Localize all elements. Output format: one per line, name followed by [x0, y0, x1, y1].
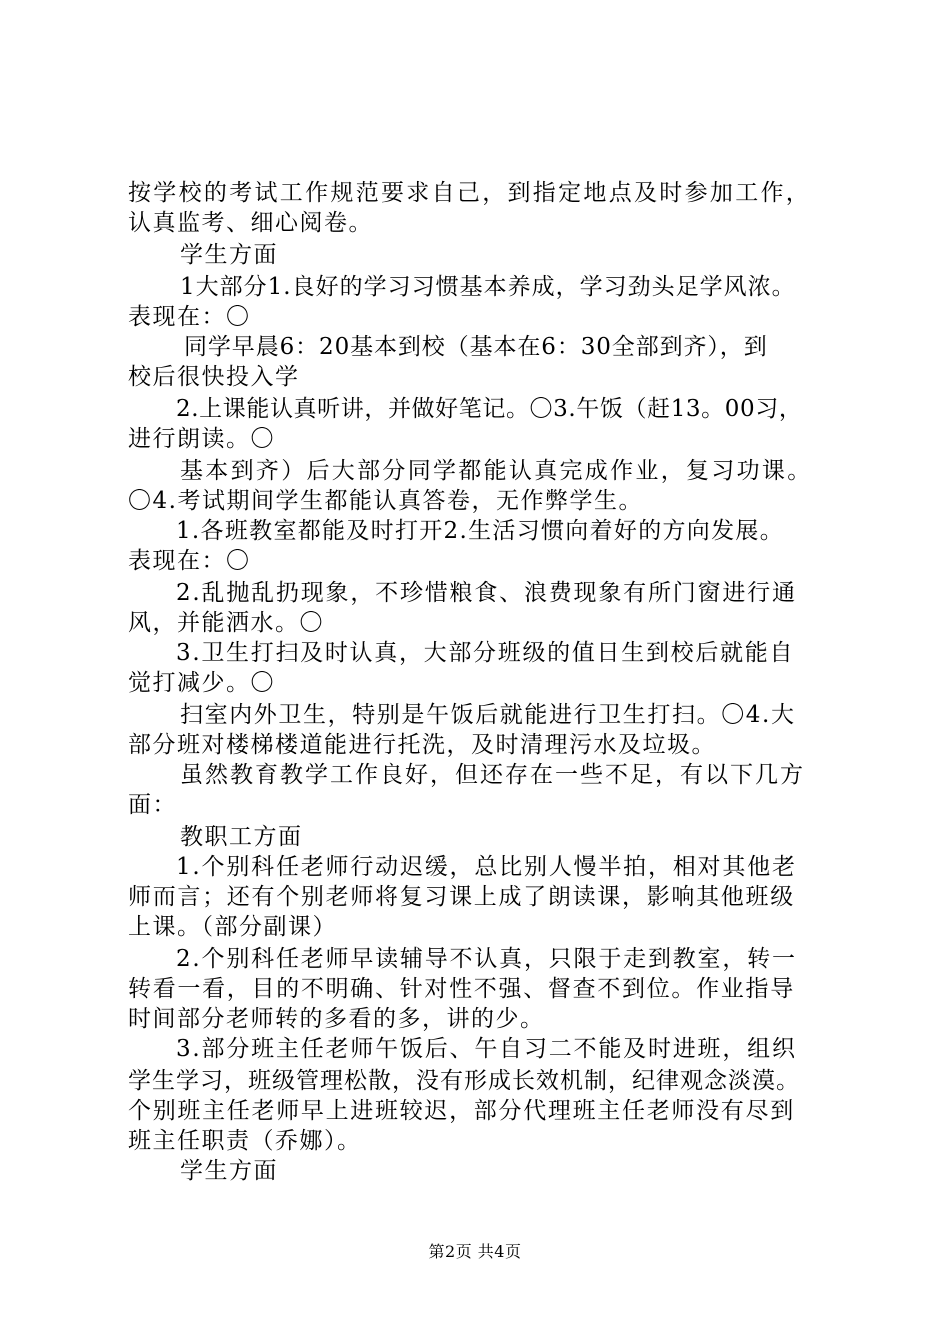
- text-line: 表现在：〇: [128, 304, 251, 330]
- text-line: 〇4.考试期间学生都能认真答卷，无作弊学生。: [128, 488, 643, 514]
- text-line: 扫室内外卫生，特别是午饭后就能进行卫生打扫。〇4.大: [180, 702, 796, 728]
- text-line: 1.个别科任老师行动迟缓，总比别人慢半拍，相对其他老: [176, 854, 797, 880]
- text-line: 进行朗读。〇: [128, 426, 275, 452]
- text-line: 上课。（部分副课）: [128, 914, 337, 940]
- text-line: 学生学习，班级管理松散，没有形成长效机制，纪律观念淡漠。: [128, 1068, 800, 1094]
- text-line: 1大部分1.良好的学习习惯基本养成，学习劲头足学风浓。: [180, 274, 796, 300]
- text-line: 按学校的考试工作规范要求自己，到指定地点及时参加工作，: [128, 180, 812, 206]
- text-line: 虽然教育教学工作良好，但还存在一些不足，有以下几方: [180, 762, 805, 788]
- section-heading: 学生方面: [180, 1158, 278, 1184]
- text-line: 2.上课能认真听讲，并做好笔记。〇3.午饭（赶13。00习，: [176, 396, 803, 422]
- text-line: 3.部分班主任老师午饭后、午自习二不能及时进班，组织: [176, 1036, 797, 1062]
- page-number-footer: 第2页 共4页: [428, 1242, 522, 1261]
- text-line: 风，并能洒水。〇: [128, 610, 324, 636]
- text-line: 同学早晨6：20基本到校（基本在6：30全部到齐），到: [184, 334, 768, 360]
- text-line: 校后很快投入学: [128, 364, 300, 390]
- text-line: 2.个别科任老师早读辅导不认真，只限于走到教室，转一: [176, 946, 797, 972]
- text-line: 班主任职责（乔娜）。: [128, 1128, 362, 1154]
- text-line: 时间部分老师转的多看的多，讲的少。: [128, 1006, 545, 1032]
- section-heading: 学生方面: [180, 242, 278, 268]
- text-line: 1.各班教室都能及时打开2.生活习惯向着好的方向发展。: [176, 518, 784, 544]
- text-line: 基本到齐）后大部分同学都能认真完成作业，复习功课。: [180, 458, 813, 484]
- text-line: 2.乱抛乱扔现象，不珍惜粮食、浪费现象有所门窗进行通: [176, 580, 797, 606]
- text-line: 面：: [128, 792, 177, 818]
- text-line: 表现在：〇: [128, 548, 251, 574]
- text-line: 认真监考、细心阅卷。: [128, 210, 373, 236]
- text-line: 转看一看，目的不明确、针对性不强、督查不到位。作业指导: [128, 976, 795, 1002]
- text-line: 部分班对楼梯楼道能进行托洗，及时清理污水及垃圾。: [128, 732, 716, 758]
- text-line: 师而言；还有个别老师将复习课上成了朗读课，影响其他班级: [128, 884, 795, 910]
- section-heading: 教职工方面: [180, 824, 303, 850]
- text-line: 个别班主任老师早上进班较迟，部分代理班主任老师没有尽到: [128, 1098, 795, 1124]
- text-line: 3.卫生打扫及时认真，大部分班级的值日生到校后就能自: [176, 640, 795, 666]
- text-line: 觉打减少。〇: [128, 670, 275, 696]
